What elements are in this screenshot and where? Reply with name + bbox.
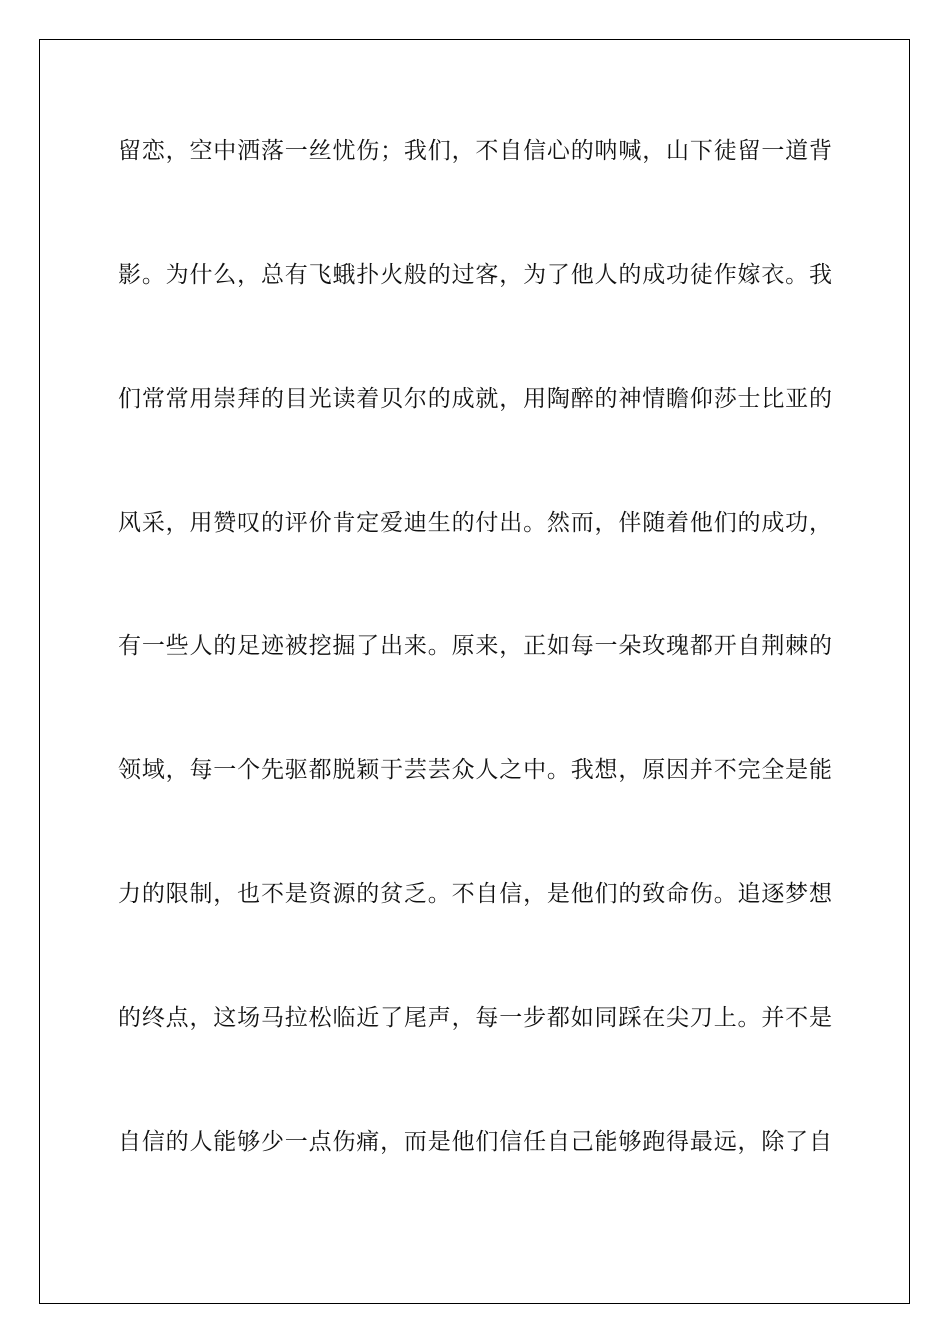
text-line: 力的限制，也不是资源的贫乏。不自信，是他们的致命伤。追逐梦想: [118, 881, 832, 907]
text-line: 的终点，这场马拉松临近了尾声，每一步都如同踩在尖刀上。并不是: [118, 1005, 832, 1031]
text-line: 留恋，空中洒落一丝忧伤；我们，不自信心的呐喊，山下徒留一道背: [118, 138, 832, 164]
text-line: 有一些人的足迹被挖掘了出来。原来，正如每一朵玫瑰都开自荆棘的: [118, 633, 832, 659]
text-line: 风采，用赞叹的评价肯定爱迪生的付出。然而，伴随着他们的成功，: [118, 510, 832, 536]
text-line: 领域，每一个先驱都脱颖于芸芸众人之中。我想，原因并不完全是能: [118, 757, 832, 783]
page-border: [39, 39, 910, 1304]
text-line: 自信的人能够少一点伤痛，而是他们信任自己能够跑得最远，除了自: [118, 1129, 832, 1155]
text-line: 们常常用崇拜的目光读着贝尔的成就，用陶醉的神情瞻仰莎士比亚的: [118, 386, 832, 412]
text-line: 影。为什么，总有飞蛾扑火般的过客，为了他人的成功徒作嫁衣。我: [118, 262, 832, 288]
